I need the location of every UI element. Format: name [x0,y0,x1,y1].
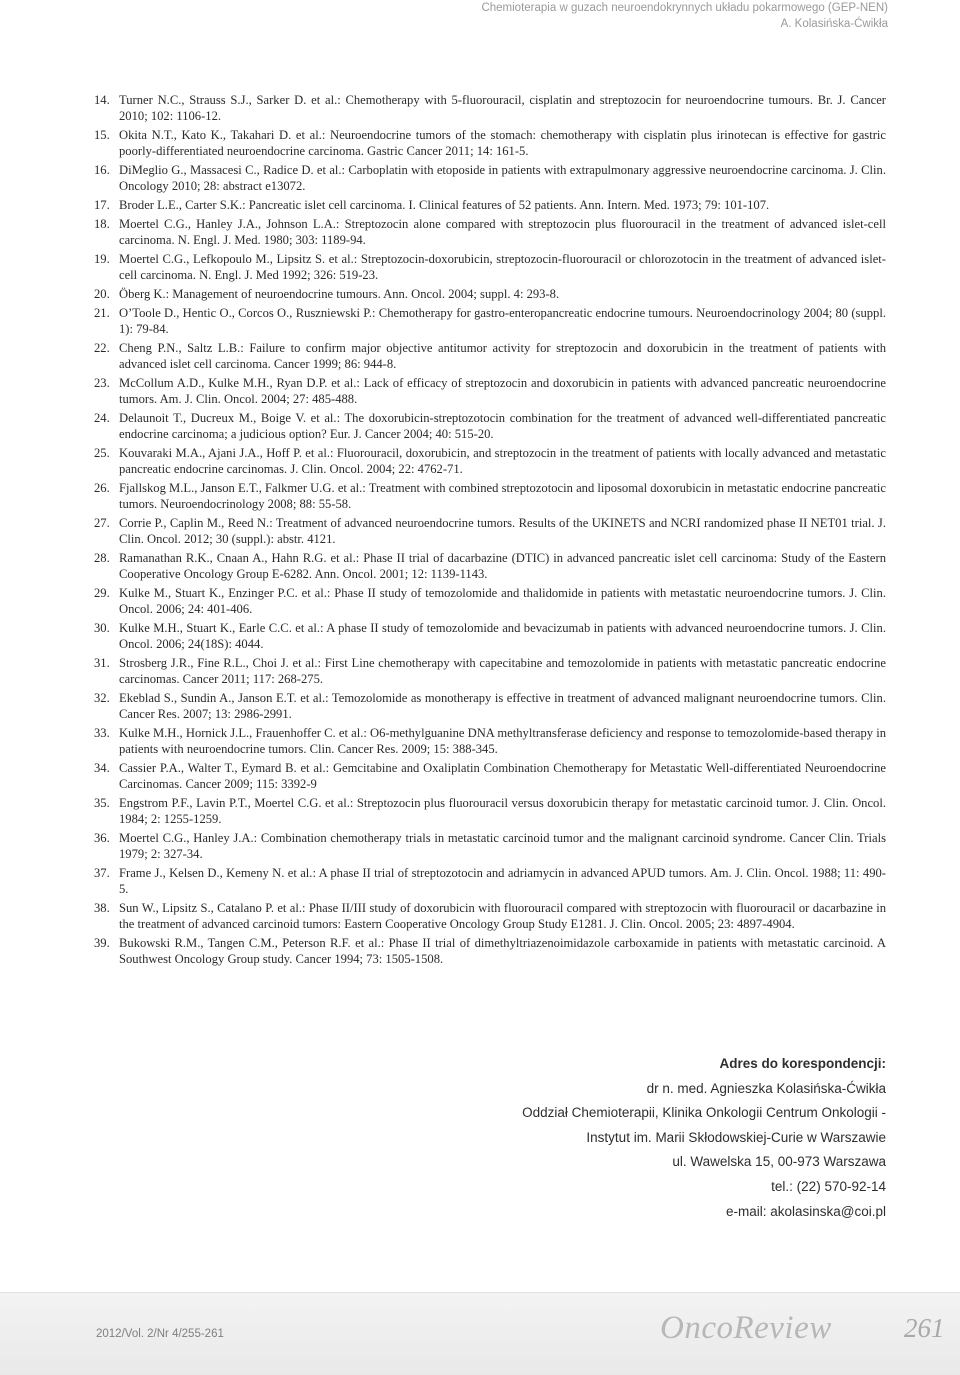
reference-item [94,162,886,194]
reference-item [94,760,886,792]
reference-text: DiMeglio G., Massacesi C., Radice D. et al.: Carboplatin with etoposide in patients with extrapulmonary aggressive neuroendocrine carcinoma. J. Clin. Oncology 2010; 28: abstract e13072. [119,163,886,193]
reference-text: Kulke M.H., Stuart K., Earle C.C. et al.: A phase II study of temozolomide and bevacizumab in patients with advanced neuroendocrine tumors. J. Clin. Oncol. 2006; 24(18S): 4044. [119,621,886,651]
reference-item [94,865,886,897]
reference-number: 32. [94,691,110,705]
reference-number: 35. [94,796,110,810]
reference-item [94,445,886,477]
reference-text: Okita N.T., Kato K., Takahari D. et al.: Neuroendocrine tumors of the stomach: chemotherapy with cisplatin plus irinotecan is effective for gastric poorly-differentiated neuroendocrine carcinoma. Gastric Cancer 2011; 14: 161-5. [119,128,886,158]
reference-item [94,410,886,442]
reference-number: 28. [94,551,110,565]
reference-item [94,515,886,547]
reference-text: Öberg K.: Management of neuroendocrine tumours. Ann. Oncol. 2004; suppl. 4: 293-8. [119,287,560,301]
reference-number: 24. [94,411,110,425]
header-article-title: Chemioterapia w guzach neuroendokrynnych układu pokarmowego (GEP-NEN) [481,2,888,14]
reference-text: Engstrom P.F., Lavin P.T., Moertel C.G. et al.: Streptozocin plus fluorouracil versus doxorubicin therapy for metastatic carcinoid tumor. J. Clin. Oncol. 1984; 2: 1255-1259. [119,796,886,826]
reference-number: 29. [94,586,110,600]
reference-item [94,251,886,283]
reference-item [94,620,886,652]
reference-text: Moertel C.G., Hanley J.A.: Combination chemotherapy trials in metastatic carcinoid tumor and the malignant carcinoid syndrome. Cancer Clin. Trials 1979; 2: 327-34. [119,831,886,861]
correspondence-affiliation: Oddział Chemioterapii, Klinika Onkologii Centrum Onkologii - [522,1105,886,1121]
reference-number: 21. [94,306,110,320]
header-author: A. Kolasińska-Ćwikła [780,18,888,30]
reference-text: Kouvaraki M.A., Ajani J.A., Hoff P. et al.: Fluorouracil, doxorubicin, and streptozocin in the treatment of patients with locally advanced and metastatic pancreatic endocrine carcinomas. J. Clin. Oncol. 2004; 22: 4762-71. [119,446,886,476]
reference-number: 37. [94,866,110,880]
reference-number: 22. [94,341,110,355]
running-header [481,0,888,32]
correspondence-block [522,1052,886,1224]
reference-number: 36. [94,831,110,845]
reference-text: Strosberg J.R., Fine R.L., Choi J. et al.: First Line chemotherapy with capecitabine and temozolomide in patients with metastatic pancreatic endocrine carcinomas. Cancer 2011; 117: 268-275. [119,656,886,686]
reference-item [94,900,886,932]
reference-item [94,830,886,862]
correspondence-email: e-mail: akolasinska@coi.pl [725,1203,886,1219]
reference-item [94,375,886,407]
reference-text: Bukowski R.M., Tangen C.M., Peterson R.F. et al.: Phase II trial of dimethyltriazenoimidazole carboxamide in patients with metastatic carcinoid. A Southwest Oncology Group study. Cancer 1994; 73: 1505-1508. [119,936,886,966]
reference-text: Corrie P., Caplin M., Reed N.: Treatment of advanced neuroendocrine tumors. Results of the UKINETS and NCRI randomized phase II NET01 trial. J. Clin. Oncol. 2012; 30 (suppl.): abstr. 4121. [119,516,886,546]
reference-item [94,286,886,302]
reference-number: 16. [94,163,110,177]
reference-number: 19. [94,252,110,266]
reference-text: Moertel C.G., Lefkopoulo M., Lipsitz S. et al.: Streptozocin-doxorubicin, streptozocin-fluorouracil or chlorozotocin in the treatment of advanced islet-cell carcinoma. N. Engl. J. Med 1992; 326: 519-23. [119,252,886,282]
reference-text: Sun W., Lipsitz S., Catalano P. et al.: Phase II/III study of doxorubicin with fluorouracil compared with streptozocin with fluorouracil or dacarbazine in the treatment of advanced carcinoid tumors: Eastern Cooperative Oncology Group Study E1281. J. Clin. Oncol. 2005; 23: 4897-4904. [119,901,886,931]
reference-item [94,127,886,159]
reference-text: O’Toole D., Hentic O., Corcos O., Ruszniewski P.: Chemotherapy for gastro-enteropancreatic endocrine tumours. Neuroendocrinology 2004; 80 (suppl. 1): 79-84. [119,306,886,336]
reference-item [94,655,886,687]
reference-number: 26. [94,481,110,495]
reference-number: 27. [94,516,110,530]
reference-item [94,92,886,124]
reference-number: 17. [94,198,110,212]
reference-item [94,795,886,827]
reference-text: Kulke M., Stuart K., Enzinger P.C. et al.: Phase II study of temozolomide and thalidomide in patients with metastatic neuroendocrine tumors. J. Clin. Oncol. 2006; 24: 401-406. [119,586,886,616]
reference-number: 15. [94,128,110,142]
footer-journal-logo: OncoReview [660,1310,832,1346]
reference-text: Turner N.C., Strauss S.J., Sarker D. et al.: Chemotherapy with 5-fluorouracil, cisplatin and streptozocin for neuroendocrine tumours. Br. J. Cancer 2010; 102: 1106-12. [119,93,886,123]
reference-item [94,935,886,967]
correspondence-author: dr n. med. Agnieszka Kolasińska-Ćwikła [646,1080,886,1096]
reference-number: 14. [94,93,110,107]
reference-text: Moertel C.G., Hanley J.A., Johnson L.A.: Streptozocin alone compared with streptozocin plus fluorouracil in the treatment of advanced islet-cell carcinoma. N. Engl. J. Med. 1980; 303: 1189-94. [119,217,886,247]
reference-text: Cheng P.N., Saltz L.B.: Failure to confirm major objective antitumor activity for streptozocin and doxorubicin in the treatment of patients with advanced islet cell carcinoma. Cancer 1999; 86: 944-8. [119,341,886,371]
reference-list [94,92,886,970]
reference-number: 23. [94,376,110,390]
footer-citation: 2012/Vol. 2/Nr 4/255-261 [96,1328,224,1340]
reference-text: Cassier P.A., Walter T., Eymard B. et al.: Gemcitabine and Oxaliplatin Combination Chemotherapy for Metastatic Well-differentiated Neuroendocrine Carcinomas. Cancer 2009; 115: 3392-9 [119,761,886,791]
reference-number: 20. [94,287,110,301]
reference-item [94,197,886,213]
reference-text: Delaunoit T., Ducreux M., Boige V. et al.: The doxorubicin-streptozotocin combination for the treatment of advanced well-differentiated pancreatic endocrine carcinoma; a judicious option? Eur. J. Cancer 2004; 40: 515-20. [119,411,886,441]
correspondence-phone: tel.: (22) 570-92-14 [771,1178,886,1194]
reference-text: McCollum A.D., Kulke M.H., Ryan D.P. et al.: Lack of efficacy of streptozocin and doxorubicin in patients with advanced pancreatic neuroendocrine tumors. Am. J. Clin. Oncol. 2004; 27: 485-488. [119,376,886,406]
reference-text: Fjallskog M.L., Janson E.T., Falkmer U.G. et al.: Treatment with combined streptozotocin and liposomal doxorubicin in metastatic endocrine pancreatic tumors. Neuroendocrinology 2008; 88: 55-58. [119,481,886,511]
reference-number: 30. [94,621,110,635]
footer-page-number: 261 [904,1313,945,1343]
reference-number: 38. [94,901,110,915]
correspondence-heading: Adres do korespondencji: [719,1056,886,1071]
correspondence-institute: Instytut im. Marii Skłodowskiej-Curie w Warszawie [586,1129,886,1145]
reference-text: Ekeblad S., Sundin A., Janson E.T. et al.: Temozolomide as monotherapy is effective in treatment of advanced malignant neuroendocrine tumors. Clin. Cancer Res. 2007; 13: 2986-2991. [119,691,886,721]
reference-number: 34. [94,761,110,775]
reference-item [94,216,886,248]
reference-text: Frame J., Kelsen D., Kemeny N. et al.: A phase II trial of streptozotocin and adriamycin in advanced APUD tumors. Am. J. Clin. Oncol. 1988; 11: 490-5. [119,866,886,896]
reference-number: 33. [94,726,110,740]
reference-number: 39. [94,936,110,950]
reference-item [94,305,886,337]
reference-number: 25. [94,446,110,460]
reference-item [94,690,886,722]
reference-text: Ramanathan R.K., Cnaan A., Hahn R.G. et al.: Phase II trial of dacarbazine (DTIC) in advanced pancreatic islet cell carcinoma: Study of the Eastern Cooperative Oncology Group E-6282. Ann. Oncol. 2001; 12: 1139-1143. [119,551,886,581]
reference-item [94,725,886,757]
reference-item [94,550,886,582]
correspondence-street-address: ul. Wawelska 15, 00-973 Warszawa [672,1154,886,1170]
reference-number: 18. [94,217,110,231]
reference-item [94,585,886,617]
reference-item [94,480,886,512]
reference-text: Broder L.E., Carter S.K.: Pancreatic islet cell carcinoma. I. Clinical features of 52 patients. Ann. Intern. Med. 1973; 79: 101-107. [119,198,770,212]
reference-text: Kulke M.H., Hornick J.L., Frauenhoffer C. et al.: O6-methylguanine DNA methyltransferase deficiency and response to temozolomide-based therapy in patients with neuroendocrine tumors. Clin. Cancer Res. 2009; 15: 388-345. [119,726,886,756]
reference-number: 31. [94,656,110,670]
reference-item [94,340,886,372]
